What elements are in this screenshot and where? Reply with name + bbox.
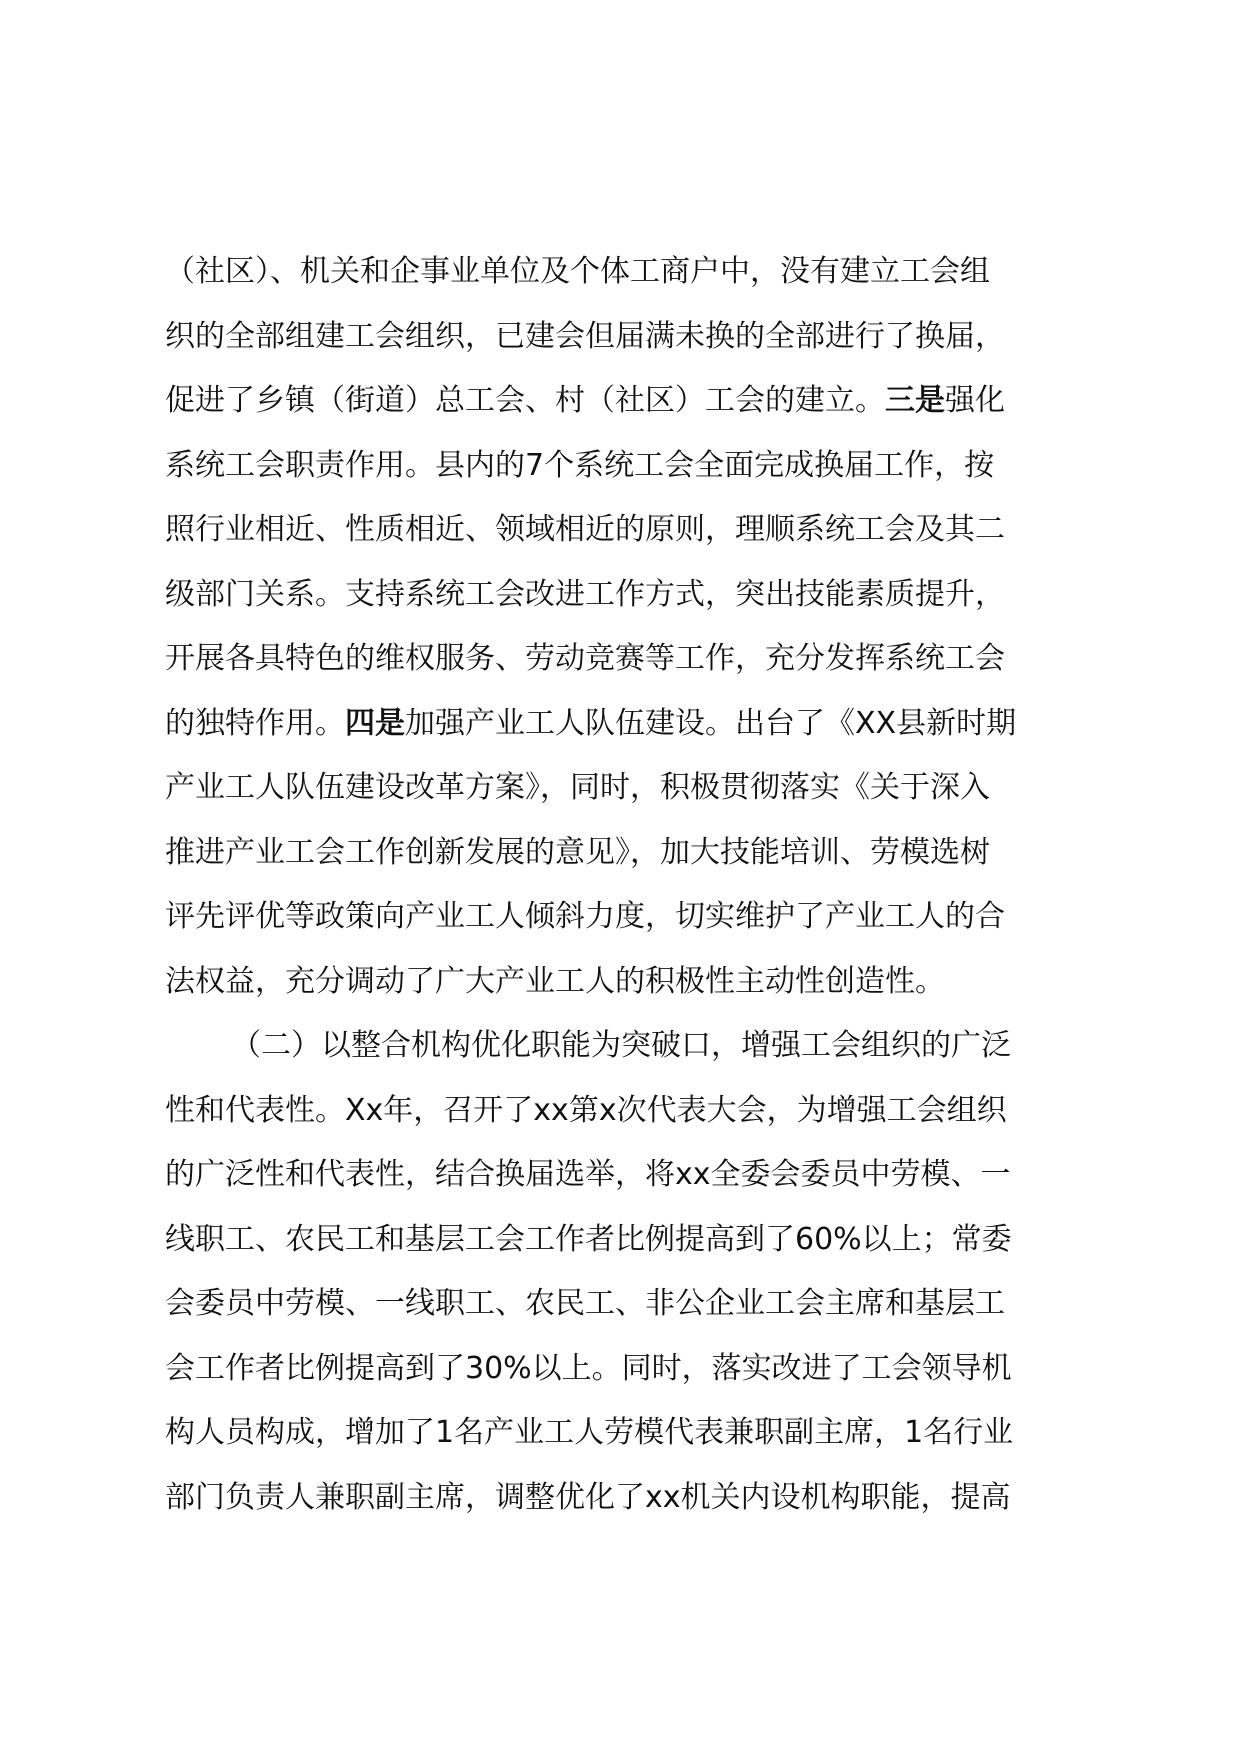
section-heading-line: （二）以整合机构优化职能为突破口，增强工会组织的广泛 bbox=[231, 1028, 1011, 1063]
text-line: （社区）、机关和企事业单位及个体工商户中，没有建立工会组 bbox=[165, 254, 990, 289]
text-line: 产业工人队伍建设改革方案》，同时，积极贯彻落实《关于深入 bbox=[165, 770, 990, 805]
text-line bbox=[165, 692, 1105, 757]
text-line: 部门负责人兼职副主席，调整优化了xx机关内设机构职能，提高 bbox=[165, 1479, 1011, 1515]
text-run: 强化 bbox=[945, 383, 1005, 418]
text-line: 织的全部组建工会组织，已建会但届满未换的全部进行了换届， bbox=[165, 318, 1005, 354]
text-line: 性和代表性。Xx年，召开了xx第x次代表大会，为增强工会组织 bbox=[165, 1092, 1007, 1128]
text-line: 级部门关系。支持系统工会改进工作方式，突出技能素质提升， bbox=[165, 576, 1005, 612]
text-run: 加强产业工人队伍建设。出台了《XX县新时期 bbox=[405, 705, 1017, 741]
text-line: 会委员中劳模、一线职工、农民工、非公企业工会主席和基层工 bbox=[165, 1286, 1005, 1321]
text-line: 的广泛性和代表性，结合换届选举，将xx全委会委员中劳模、一 bbox=[165, 1157, 1011, 1192]
document-body bbox=[165, 240, 1105, 1530]
bold-keyword: 三是 bbox=[885, 383, 945, 418]
text-line: 会工作者比例提高到了30%以上。同时，落实改进了工会领导机 bbox=[165, 1350, 1012, 1386]
text-run: 促进了乡镇（街道）总工会、村（社区）工会的建立。 bbox=[165, 383, 885, 418]
bold-keyword: 四是 bbox=[345, 705, 405, 741]
text-run: 的独特作用。 bbox=[165, 705, 345, 741]
text-line: 照行业相近、性质相近、领域相近的原则，理顺系统工会及其二 bbox=[165, 512, 1005, 547]
text-line: 法权益，充分调动了广大产业工人的积极性主动性创造性。 bbox=[165, 963, 945, 999]
text-line: 推进产业工会工作创新发展的意见》，加大技能培训、劳模选树 bbox=[165, 834, 990, 870]
text-line: 评先评优等政策向产业工人倾斜力度，切实维护了产业工人的合 bbox=[165, 899, 1005, 934]
text-line: 系统工会职责作用。县内的7个系统工会全面完成换届工作，按 bbox=[165, 447, 995, 483]
text-line: 构人员构成，增加了1名产业工人劳模代表兼职副主席，1名行业 bbox=[165, 1415, 1014, 1450]
text-line bbox=[165, 369, 1105, 434]
text-line: 开展各具特色的维权服务、劳动竞赛等工作，充分发挥系统工会 bbox=[165, 641, 1005, 676]
text-line: 线职工、农民工和基层工会工作者比例提高到了60%以上；常委 bbox=[165, 1221, 1012, 1257]
